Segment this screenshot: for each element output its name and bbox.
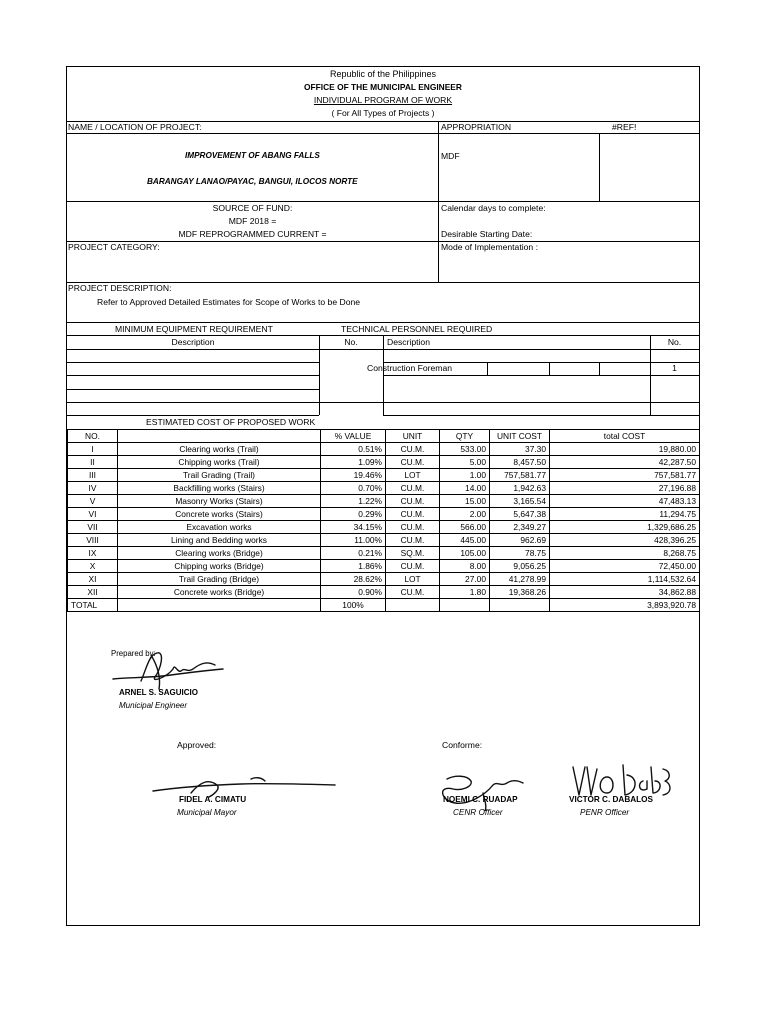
item-unit: SQ.M.: [386, 547, 440, 560]
cenr-title: CENR Officer: [453, 808, 503, 817]
total-value: 3,893,920.78: [550, 599, 700, 612]
item-unit-cost: 8,457.50: [490, 456, 550, 469]
item-unit-cost: 41,278.99: [490, 573, 550, 586]
conforme-label: Conforme:: [442, 740, 483, 750]
item-description: Trail Grading (Bridge): [118, 573, 321, 586]
col-unit-cost: UNIT COST: [490, 430, 550, 443]
item-unit-cost: 962.69: [490, 534, 550, 547]
prepared-by-label: Prepared by:: [111, 649, 156, 658]
equipment-heading: MINIMUM EQUIPMENT REQUIREMENT: [115, 324, 273, 334]
item-pct-value: 28.62%: [321, 573, 386, 586]
item-qty: 27.00: [440, 573, 490, 586]
item-unit: CU.M.: [386, 482, 440, 495]
cost-row: [68, 521, 700, 534]
item-no: VIII: [68, 534, 118, 547]
item-qty: 445.00: [440, 534, 490, 547]
item-qty: 533.00: [440, 443, 490, 456]
item-total-cost: 27,196.88: [550, 482, 700, 495]
approved-label: Approved:: [177, 740, 217, 750]
office-line: OFFICE OF THE MUNICIPAL ENGINEER: [304, 82, 462, 92]
divider: [599, 133, 600, 201]
divider: [67, 201, 699, 202]
item-unit-cost: 37.30: [490, 443, 550, 456]
penr-title: PENR Officer: [580, 808, 630, 817]
cost-row: [68, 560, 700, 573]
item-unit: LOT: [386, 573, 440, 586]
item-pct-value: 34.15%: [321, 521, 386, 534]
item-qty: 8.00: [440, 560, 490, 573]
item-qty: 15.00: [440, 495, 490, 508]
item-pct-value: 1.86%: [321, 560, 386, 573]
item-unit-cost: 757,581.77: [490, 469, 550, 482]
item-total-cost: 72,450.00: [550, 560, 700, 573]
item-qty: 1.00: [440, 469, 490, 482]
cost-row: [68, 456, 700, 469]
name-location-label: NAME / LOCATION OF PROJECT:: [68, 122, 202, 132]
divider: [67, 415, 319, 416]
divider: [319, 335, 320, 415]
divider: [383, 335, 384, 415]
item-no: III: [68, 469, 118, 482]
col-unit: UNIT: [386, 430, 440, 443]
cost-row: [68, 586, 700, 599]
item-pct-value: 19.46%: [321, 469, 386, 482]
item-total-cost: 34,862.88: [550, 586, 700, 599]
cost-row: [68, 482, 700, 495]
total-row: [68, 599, 700, 612]
personnel-item: Construction Foreman: [367, 363, 453, 373]
col-pct-value: % VALUE: [321, 430, 386, 443]
item-description: Chipping works (Bridge): [118, 560, 321, 573]
divider: [383, 375, 699, 376]
divider: [67, 375, 319, 376]
source-line-1: MDF 2018 =: [228, 216, 277, 226]
col-total-cost: total COST: [550, 430, 700, 443]
item-no: II: [68, 456, 118, 469]
item-unit-cost: 78.75: [490, 547, 550, 560]
item-description: Masonry Works (Stairs): [118, 495, 321, 508]
item-unit-cost: 9,056.25: [490, 560, 550, 573]
item-pct-value: 1.22%: [321, 495, 386, 508]
col-qty: QTY: [440, 430, 490, 443]
item-unit: CU.M.: [386, 508, 440, 521]
item-description: Excavation works: [118, 521, 321, 534]
item-unit-cost: 2,349.27: [490, 521, 550, 534]
mayor-title: Municipal Mayor: [177, 808, 237, 817]
item-total-cost: 1,329,686.25: [550, 521, 700, 534]
total-blank-4: [490, 599, 550, 612]
item-no: IV: [68, 482, 118, 495]
divider: [383, 415, 699, 416]
item-qty: 14.00: [440, 482, 490, 495]
item-pct-value: 0.70%: [321, 482, 386, 495]
form-subtitle: ( For All Types of Projects ): [331, 108, 435, 118]
starting-date-label: Desirable Starting Date:: [441, 229, 533, 239]
cost-row: [68, 443, 700, 456]
cost-table: [67, 429, 700, 612]
cost-heading: ESTIMATED COST OF PROPOSED WORK: [146, 417, 316, 427]
item-total-cost: 42,287.50: [550, 456, 700, 469]
divider: [599, 362, 600, 375]
item-description: Lining and Bedding works: [118, 534, 321, 547]
divider: [67, 322, 699, 323]
calendar-days-label: Calendar days to complete:: [441, 203, 546, 213]
program-of-work-form: [66, 66, 700, 926]
cost-row: [68, 547, 700, 560]
divider: [67, 133, 699, 134]
cost-row: [68, 573, 700, 586]
mayor-name: FIDEL A. CIMATU: [179, 795, 247, 804]
item-unit: CU.M.: [386, 495, 440, 508]
cost-header-row: [68, 430, 700, 443]
engineer-signature: [111, 647, 231, 691]
divider: [438, 121, 439, 282]
item-total-cost: 1,114,532.64: [550, 573, 700, 586]
item-unit: CU.M.: [386, 586, 440, 599]
divider: [67, 241, 699, 242]
equipment-no-col: No.: [344, 337, 358, 347]
item-unit: CU.M.: [386, 521, 440, 534]
mode-label: Mode of Implementation :: [441, 242, 538, 252]
divider: [487, 362, 488, 375]
cost-row: [68, 495, 700, 508]
item-description: Clearing works (Trail): [118, 443, 321, 456]
item-pct-value: 0.51%: [321, 443, 386, 456]
project-name: IMPROVEMENT OF ABANG FALLS: [185, 151, 320, 160]
personnel-count: 1: [672, 363, 677, 373]
item-no: I: [68, 443, 118, 456]
equipment-description-col: Description: [171, 337, 215, 347]
item-pct-value: 0.29%: [321, 508, 386, 521]
item-unit-cost: 19,368.26: [490, 586, 550, 599]
project-location: BARANGAY LANAO/PAYAC, BANGUI, ILOCOS NORTE: [147, 177, 358, 186]
item-pct-value: 0.21%: [321, 547, 386, 560]
appropriation-label: APPROPRIATION: [441, 122, 512, 132]
source-of-fund-label: SOURCE OF FUND:: [212, 203, 293, 213]
item-total-cost: 428,396.25: [550, 534, 700, 547]
item-no: X: [68, 560, 118, 573]
republic-line: Republic of the Philippines: [329, 69, 437, 79]
form-title: INDIVIDUAL PROGRAM OF WORK: [313, 95, 453, 105]
item-total-cost: 8,268.75: [550, 547, 700, 560]
item-no: V: [68, 495, 118, 508]
item-unit: CU.M.: [386, 456, 440, 469]
item-unit: CU.M.: [386, 534, 440, 547]
source-line-2: MDF REPROGRAMMED CURRENT =: [178, 229, 327, 239]
item-no: VI: [68, 508, 118, 521]
item-total-cost: 47,483.13: [550, 495, 700, 508]
item-description: Clearing works (Bridge): [118, 547, 321, 560]
item-description: Chipping works (Trail): [118, 456, 321, 469]
divider: [67, 389, 319, 390]
item-no: XI: [68, 573, 118, 586]
item-description: Concrete works (Stairs): [118, 508, 321, 521]
item-qty: 105.00: [440, 547, 490, 560]
category-label: PROJECT CATEGORY:: [68, 242, 160, 252]
item-pct-value: 1.09%: [321, 456, 386, 469]
item-description: Concrete works (Bridge): [118, 586, 321, 599]
item-unit-cost: 5,647.38: [490, 508, 550, 521]
item-qty: 566.00: [440, 521, 490, 534]
divider: [650, 335, 651, 415]
cenr-signature: [427, 771, 527, 811]
item-unit-cost: 1,942.63: [490, 482, 550, 495]
description-label: PROJECT DESCRIPTION:: [68, 283, 172, 293]
appropriation-value: #REF!: [612, 122, 637, 132]
cenr-name: NOEMI C. RUADAP: [443, 795, 518, 804]
description-text: Refer to Approved Detailed Estimates for Scope of Works to be Done: [97, 297, 361, 307]
item-unit: CU.M.: [386, 443, 440, 456]
fund-code: MDF: [441, 151, 460, 161]
item-total-cost: 757,581.77: [550, 469, 700, 482]
total-pct: 100%: [321, 599, 386, 612]
total-label: TOTAL: [68, 599, 118, 612]
item-no: IX: [68, 547, 118, 560]
item-description: Backfilling works (Stairs): [118, 482, 321, 495]
item-no: VII: [68, 521, 118, 534]
divider: [549, 362, 550, 375]
item-total-cost: 11,294.75: [550, 508, 700, 521]
personnel-heading: TECHNICAL PERSONNEL REQUIRED: [341, 324, 493, 334]
cost-row: [68, 508, 700, 521]
total-blank-3: [440, 599, 490, 612]
engineer-name: ARNEL S. SAGUICIO: [119, 688, 198, 697]
penr-name: VICTOR C. DABALOS: [569, 795, 654, 804]
item-unit-cost: 3,165.54: [490, 495, 550, 508]
item-qty: 2.00: [440, 508, 490, 521]
personnel-no-col: No.: [667, 337, 682, 347]
item-description: Trail Grading (Trail): [118, 469, 321, 482]
item-pct-value: 0.90%: [321, 586, 386, 599]
item-qty: 5.00: [440, 456, 490, 469]
col-description: [118, 430, 321, 443]
engineer-title: Municipal Engineer: [119, 701, 188, 710]
item-no: XII: [68, 586, 118, 599]
item-total-cost: 19,880.00: [550, 443, 700, 456]
divider: [67, 362, 319, 363]
item-unit: LOT: [386, 469, 440, 482]
item-qty: 1.80: [440, 586, 490, 599]
cost-row: [68, 534, 700, 547]
total-blank-2: [386, 599, 440, 612]
total-blank-1: [118, 599, 321, 612]
personnel-description-col: Description: [387, 337, 430, 347]
cost-row: [68, 469, 700, 482]
col-no: NO.: [68, 430, 118, 443]
item-pct-value: 11.00%: [321, 534, 386, 547]
item-unit: CU.M.: [386, 560, 440, 573]
